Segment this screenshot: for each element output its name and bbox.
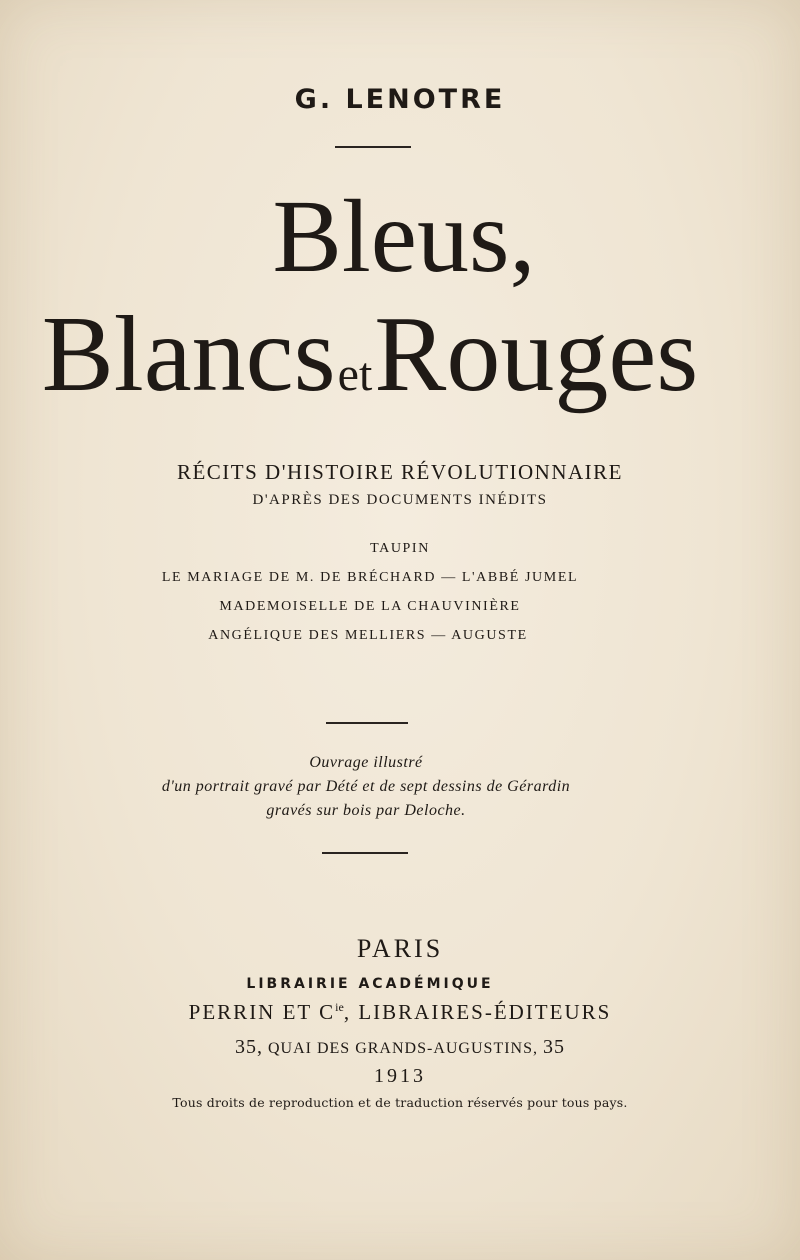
address-number-2: 35 (543, 1036, 565, 1058)
contents-line: ANGÉLIQUE DES MELLIERS — AUGUSTE (208, 628, 528, 643)
divider-rule-top (335, 146, 411, 148)
address-street: QUAI DES GRANDS-AUGUSTINS, (262, 1040, 543, 1057)
editors-rest: , LIBRAIRES-ÉDITEURS (343, 1000, 612, 1024)
divider-rule-middle (326, 722, 408, 724)
editors-superscript: ie (335, 1000, 344, 1014)
imprint-city: PARIS (356, 934, 444, 963)
illustration-note-line: Ouvrage illustré (309, 754, 423, 771)
author-name: G. LENOTRE (294, 84, 506, 115)
contents-line: TAUPIN (370, 541, 430, 556)
illustration-note-line: d'un portrait gravé par Dété et de sept dessins de Gérardin (161, 778, 571, 795)
book-title-line-2 (0, 296, 770, 415)
publication-year: 1913 (374, 1065, 426, 1087)
contents-line: MADEMOISELLE DE LA CHAUVINIÈRE (219, 599, 521, 614)
rights-notice: Tous droits de reproduction et de traduction réservés pour tous pays. (172, 1095, 628, 1110)
illustration-note-line: gravés sur bois par Deloche. (266, 802, 466, 819)
imprint-editors (0, 1000, 800, 1025)
book-title-line-1: Bleus, (272, 179, 536, 294)
editors-main: PERRIN ET C (188, 1000, 336, 1024)
subtitle-secondary: D'APRÈS DES DOCUMENTS INÉDITS (252, 492, 548, 508)
imprint-address (0, 1036, 800, 1059)
divider-rule-lower (322, 852, 408, 854)
title-connector-et: et (337, 348, 373, 401)
contents-line: LE MARIAGE DE M. DE BRÉCHARD — L'ABBÉ JUMEL (161, 570, 579, 585)
title-word-blancs: Blancs (41, 295, 336, 414)
address-number-1: 35, (234, 1036, 263, 1058)
imprint-publisher: LIBRAIRIE ACADÉMIQUE (246, 976, 494, 992)
title-word-rouges: Rouges (374, 295, 699, 414)
subtitle: RÉCITS D'HISTOIRE RÉVOLUTIONNAIRE (176, 460, 624, 484)
